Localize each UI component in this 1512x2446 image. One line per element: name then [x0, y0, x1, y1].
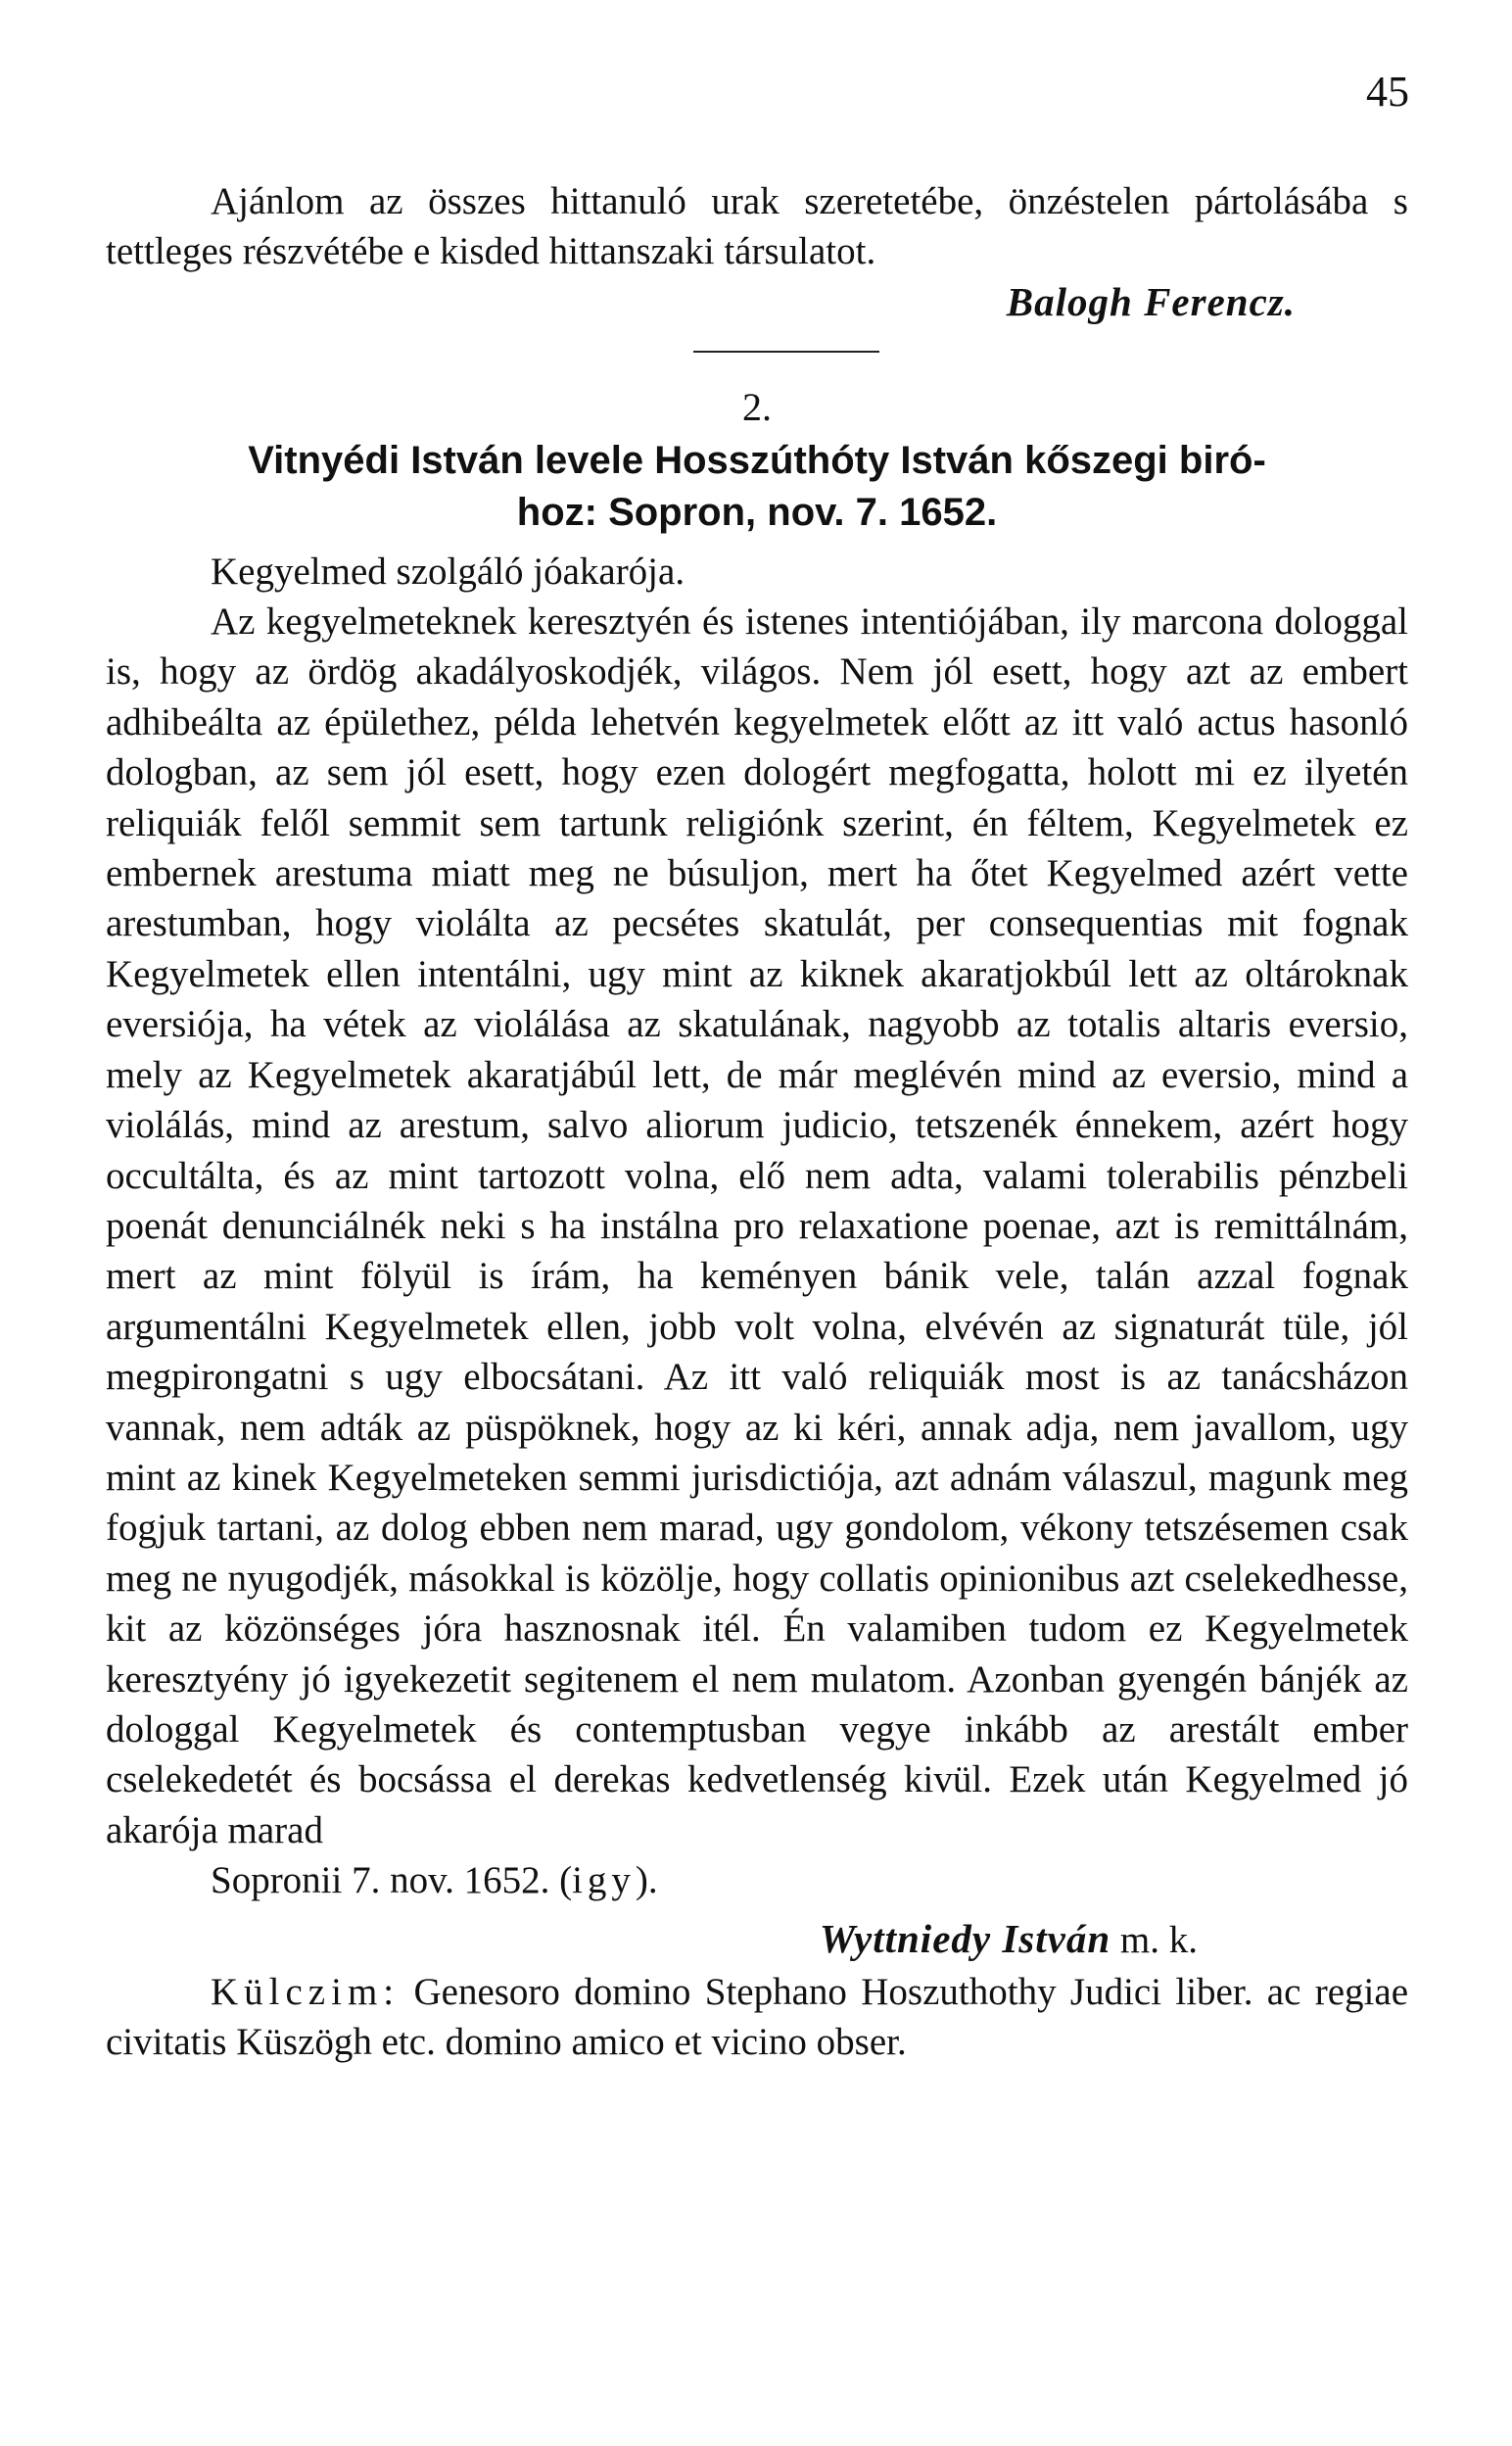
- letter-body: Az kegyelmeteknek keresztyén és istenes intentiójában, ily marcona dologgal is, hogy az ördög akadályoskodjék, világos. Nem jól esett, hogy azt az embert adhibeálta az épülethez, példa lehetvén kegyelmetek előtt az itt való actus hasonló dologban, az sem jól esett, hogy ezen dologért megfogatta, holott mi ez ilyetén reliquiák felől semmit sem tartunk religiónk szerint, én féltem, Kegyelmetek ez embernek arestuma miatt meg ne búsuljon, mert ha őtet Kegyelmed azért vette arestumban, hogy violálta az pecsétes skatulát, per consequentias mit fognak Kegyelmetek ellen intentálni, ugy mint az kiknek akaratjokbúl lett az oltároknak eversiója, ha vétek az violálása az skatulának, nagyobb az totalis altaris eversio, mely az Kegyelmetek akaratjábúl lett, de már meglévén mind az eversio, mind a violálás, mind az arestum, salvo aliorum judicio, tetszenék énnekem, azért hogy occultálta, és az mint tartozott volna, elő nem adta, valami tolerabilis pénzbeli poenát denunciálnék neki s ha instálna pro relaxatione poenae, azt is remittálnám, mert az mint fölyül is írám, ha keményen bánik vele, talán azzal fognak argumentálni Kegyelmetek ellen, jobb volt volna, elvévén az signaturát tüle, jól megpirongatni s ugy elbocsátani. Az itt való reliquiák most is az tanácsházon vannak, nem adták az püspöknek, hogy az ki kéri, annak adja, nem javallom, ugy mint az kinek Kegyelmeteken semmi jurisdictiója, azt adnám válaszul, magunk meg fogjuk tartani, az dolog ebben nem marad, ugy gondolom, vékony tetszésemen csak meg ne nyugodjék, másokkal is közölje, hogy collatis opinionibus azt cselekedhesse, kit az közönséges jóra hasznosnak itél. Én valamiben tudom ez Kegyelmetek keresztyény jó igyekezetit segitenem el nem mulatom. Azonban gyengén bánjék az dologgal Kegyelmetek és contemptusban vegye inkább az arestált ember cselekedetét és bocsássa el derekas kedvetlenség kivül. Ezek után Kegyelmed jó akarója marad: [106, 600, 1408, 1851]
- page-text: [106, 176, 1408, 2068]
- letter-heading-line2: hoz: Sopron, nov. 7. 1652.: [516, 490, 998, 534]
- letter-date: [106, 1855, 1408, 1905]
- date-spaced-word: igy: [572, 1859, 636, 1902]
- signature-balogh: Balogh Ferencz.: [1006, 278, 1296, 324]
- letter-heading-line1: Vitnyédi István levele Hosszúthóty István kőszegi biró-: [248, 438, 1266, 482]
- address-label: Külczim:: [211, 1971, 401, 2013]
- recommendation-paragraph: Ajánlom az összes hittanuló urak szeretetébe, önzéstelen pártolásába s tettleges részvétébe e kisded hittanszaki társulatot.: [106, 180, 1408, 273]
- page-number: 45: [1366, 68, 1409, 116]
- signature-wyttniedy: [106, 1914, 1408, 1965]
- signature-suffix: m. k.: [1110, 1918, 1198, 1961]
- address-text: Genesoro domino Stephano Hoszuthothy Judici liber. ac regiae civitatis Küszögh etc. domino amico et vicino obser.: [106, 1971, 1408, 2064]
- letter-heading: [106, 435, 1408, 539]
- section-divider: [693, 351, 879, 353]
- section-number: 2.: [742, 385, 772, 430]
- signature-name: Wyttniedy István: [819, 1915, 1111, 1961]
- date-prefix: Sopronii 7. nov. 1652. (: [211, 1859, 573, 1902]
- salutation: Kegyelmed szolgáló jóakarója.: [211, 550, 685, 593]
- address-line: [106, 1967, 1408, 2068]
- date-suffix: ).: [635, 1859, 658, 1902]
